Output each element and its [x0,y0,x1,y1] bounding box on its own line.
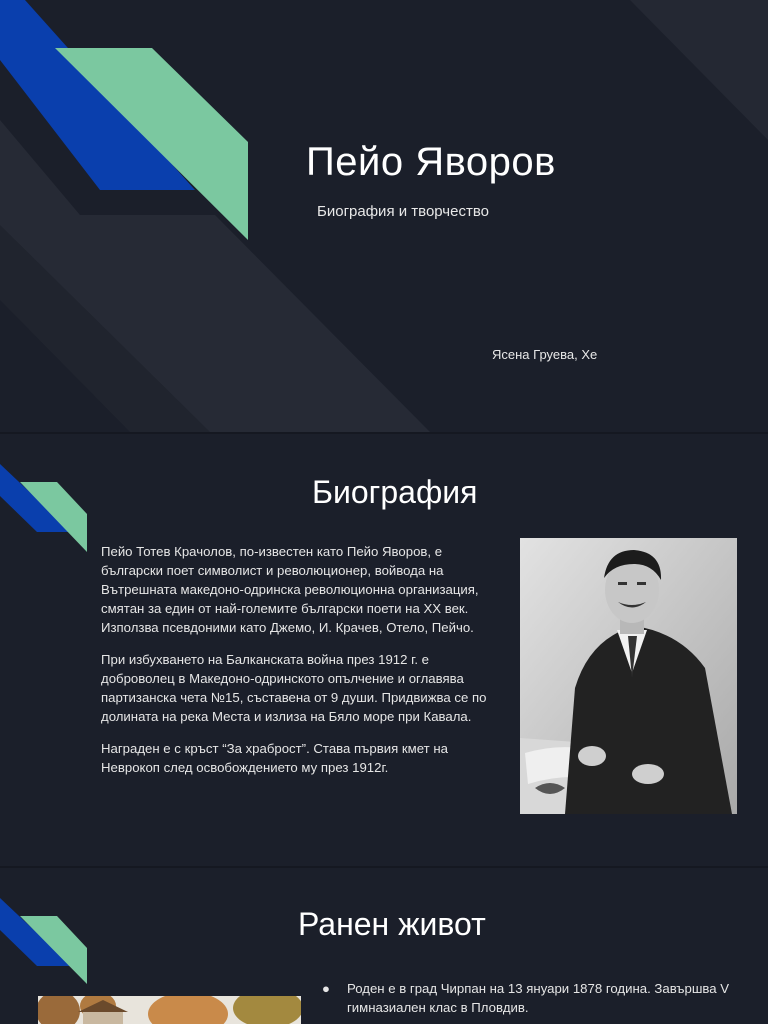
list-item-text: Роден е в град Чирпан на 13 януари 1878 година. Завършва V гимназиален клас в Пловдив. [347,981,730,1015]
dark-band-top-right [630,0,768,140]
title-slide [0,0,768,432]
early-life-list [322,979,742,1017]
biography-heading: Биография [312,474,478,510]
portrait-illustration [520,538,737,814]
portrait-photo [520,538,737,814]
presentation-title: Пейо Яворов [306,140,556,184]
house-photo [38,996,301,1024]
early-life-heading: Ранен живот [298,906,486,942]
biography-slide [0,434,768,866]
presentation-subtitle: Биография и творчество [317,203,489,220]
biography-text [101,542,499,790]
early-life-slide [0,868,768,1024]
author-name: Ясена Груева, Хе [492,347,598,362]
bio-paragraph-3: Награден е с кръст “За храброст”. Става първия кмет на Неврокоп след освобождението му през 1912г. [101,741,448,775]
bio-paragraph-2: При избухването на Балканската война през 1912 г. е доброволец в Македоно-одринското опълчение и оглавява партизанска чета №15, съставена от 9 души. Придвижва се по долината на река Места и излиза на Бяло море при Кавала. [101,652,487,724]
house-illustration [38,996,301,1024]
bullet-icon: ● [322,981,330,996]
bio-paragraph-1: Пейо Тотев Крачолов, по-известен като Пейо Яворов, е български поет символист и революционер, войвода на Вътрешната македоно-одринска революционна организация, смятан за един от най-големите български поети на XX век. Използва псевдоними като Джемо, И. Крачев, Отело, Пейчо. [101,544,479,635]
corner-stripes [0,868,120,988]
list-item [322,979,742,1017]
